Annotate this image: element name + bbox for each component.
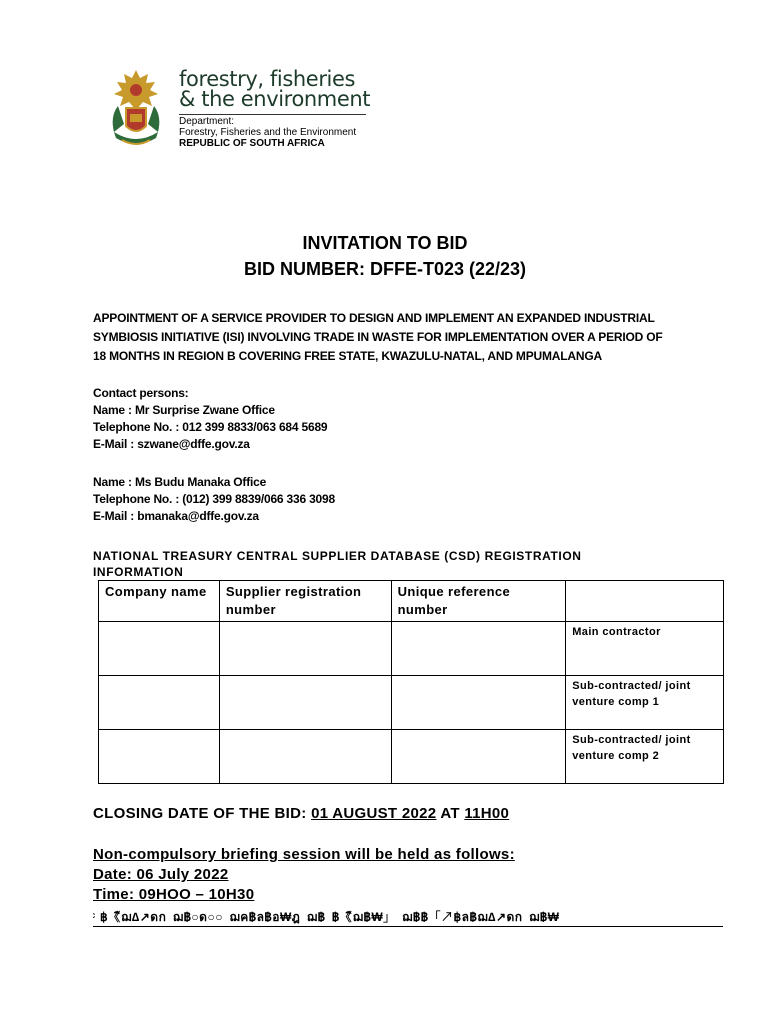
appointment-line: 18 MONTHS IN REGION B COVERING FREE STATE, KWAZULU-NATAL, AND MPUMALANGA [93,349,602,363]
appointment-line: SYMBIOSIS INITIATIVE (ISI) INVOLVING TRADE IN WASTE FOR IMPLEMENTATION OVER A PERIOD OF [93,330,663,344]
table-header-row [99,581,724,622]
company-name-cell[interactable] [99,730,220,784]
company-name-cell[interactable] [99,676,220,730]
coat-of-arms-icon [100,66,172,152]
header-empty [566,581,724,622]
briefing-time: Time: 09HOO – 10H30 [93,886,255,903]
brand-name-line2: & the environment [179,87,371,111]
table-row [99,730,724,784]
supplier-registration-cell[interactable] [219,676,391,730]
header-supplier-registration: Supplier registration number [219,581,391,622]
company-name-cell[interactable] [99,622,220,676]
row-label: Sub-contracted/ joint venture comp 2 [566,730,724,784]
briefing-heading: Non-compulsory briefing session will be held as follows: [93,846,515,863]
appointment-description [93,309,693,366]
contact-phone: Telephone No. : 012 399 8833/063 684 5689 [93,420,328,434]
row-label: Sub-contracted/ joint venture comp 1 [566,676,724,730]
csd-section-title [93,548,673,580]
contact-email[interactable]: E-Mail : bmanaka@dffe.gov.za [93,509,259,523]
appointment-line: APPOINTMENT OF A SERVICE PROVIDER TO DESIGN AND IMPLEMENT AN EXPANDED INDUSTRIAL [93,311,655,325]
closing-date-line [93,805,509,822]
department-label: Department: [179,116,235,127]
csd-title-line: INFORMATION [93,565,184,579]
closing-time: 11H00 [464,805,510,822]
contact-heading: Contact persons: [93,386,189,400]
contact-email[interactable]: E-Mail : szwane@dffe.gov.za [93,437,250,451]
contact-name: Name : Ms Budu Manaka Office [93,475,267,489]
briefing-date: Date: 06 July 2022 [93,866,229,883]
row-label: Main contractor [566,622,724,676]
supplier-registration-cell[interactable] [219,622,391,676]
contact-persons-block-1 [93,385,327,453]
unique-reference-cell[interactable] [391,730,566,784]
contact-persons-block-2 [93,474,335,525]
contact-name: Name : Mr Surprise Zwane Office [93,403,275,417]
department-logo-block [100,66,380,156]
contact-phone: Telephone No. : (012) 399 8839/066 336 3098 [93,492,335,506]
document-title: INVITATION TO BID [302,233,468,253]
header-unique-reference: Unique reference number [391,581,566,622]
table-row [99,622,724,676]
garbled-text-line: ͨ ฿《ิฌ∆↗ดก ฌ฿○ด○○ ฌค฿ล฿อ₩ฎ ฌ฿ ฿《ิฌ฿₩」 ฌ฿฿「↗฿ล฿ฌ∆↗ดก ฌ฿₩ [93,910,560,924]
csd-title-line: NATIONAL TREASURY CENTRAL SUPPLIER DATABASE (CSD) REGISTRATION [93,549,582,563]
supplier-registration-cell[interactable] [219,730,391,784]
bid-number: BID NUMBER: DFFE-T023 (22/23) [243,259,527,279]
country-name: REPUBLIC OF SOUTH AFRICA [179,138,325,149]
department-name: Forestry, Fisheries and the Environment [179,127,357,138]
header-company-name: Company name [99,581,220,622]
unique-reference-cell[interactable] [391,622,566,676]
unique-reference-cell[interactable] [391,676,566,730]
closing-date: 01 AUGUST 2022 [311,805,437,822]
closing-mid: AT [436,805,465,822]
brand-divider [179,114,366,115]
brand-name-line1: forestry, fisheries [179,67,356,91]
bottom-divider [93,926,723,927]
table-row [99,676,724,730]
csd-registration-table [98,580,724,784]
closing-prefix: CLOSING DATE OF THE BID: [93,805,312,822]
